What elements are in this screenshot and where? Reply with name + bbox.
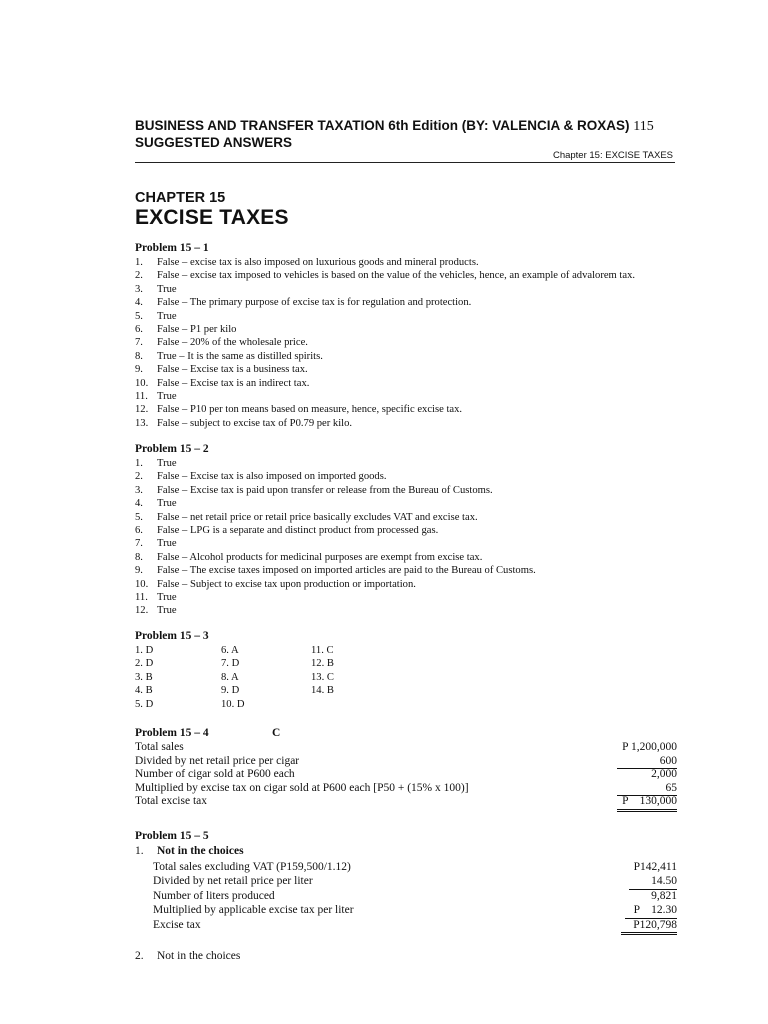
calc-amount: 600 bbox=[617, 755, 677, 770]
problem-2-title: Problem 15 – 2 bbox=[135, 443, 209, 455]
problem-4-title: Problem 15 – 4 bbox=[135, 727, 209, 739]
list-item: 10. False – Excise tax is an indirect tax. bbox=[135, 377, 310, 389]
calc-label: Total sales bbox=[135, 741, 184, 753]
item-number: 1. bbox=[135, 845, 144, 857]
list-item: 4. True bbox=[135, 498, 177, 510]
list-item: 13. C bbox=[311, 671, 334, 683]
list-item: 1. True bbox=[135, 458, 177, 469]
list-item: 3. True bbox=[135, 283, 177, 295]
list-item: 9. False – Excise tax is a business tax. bbox=[135, 364, 308, 376]
list-item: 9. False – The excise taxes imposed on imported articles are paid to the Bureau of Customs. bbox=[135, 565, 536, 577]
page-number: 115 bbox=[633, 119, 654, 134]
problem-5-item-1 bbox=[135, 845, 335, 859]
list-item: 7. True bbox=[135, 538, 177, 550]
item-label: Not in the choices bbox=[157, 950, 241, 962]
list-item: 1. False – excise tax is also imposed on luxurious goods and mineral products. bbox=[135, 257, 479, 268]
list-item: 2. False – Excise tax is also imposed on imported goods. bbox=[135, 471, 387, 483]
problem-3-title: Problem 15 – 3 bbox=[135, 630, 209, 642]
list-item: 10. D bbox=[221, 698, 245, 710]
list-item: 2. False – excise tax imposed to vehicles is based on the value of the vehicles, hence, an example of advalorem tax. bbox=[135, 270, 636, 282]
chapter-title: EXCISE TAXES bbox=[135, 206, 289, 229]
calc-amount: P 12.30 bbox=[625, 904, 677, 919]
list-item: 12. True bbox=[135, 605, 177, 617]
header-divider bbox=[135, 162, 675, 163]
list-item: 5. D bbox=[135, 698, 154, 710]
problem-5-computation bbox=[153, 861, 680, 937]
list-item: 4. False – The primary purpose of excise tax is for regulation and protection. bbox=[135, 297, 472, 309]
list-item: 10. False – Subject to excise tax upon production or importation. bbox=[135, 578, 416, 590]
calc-label: Divided by net retail price per cigar bbox=[135, 754, 300, 767]
list-item: 1. D bbox=[135, 645, 154, 656]
problem-5-title: Problem 15 – 5 bbox=[135, 830, 209, 842]
list-item: 8. A bbox=[221, 671, 239, 683]
document-header bbox=[135, 118, 654, 151]
calc-amount: 65 bbox=[617, 782, 677, 797]
calc-label: Multiplied by excise tax on cigar sold at P600 each [P50 + (15% x 100)] bbox=[135, 781, 469, 794]
calc-label: Number of cigar sold at P600 each bbox=[135, 768, 295, 781]
calc-label: Excise tax bbox=[153, 918, 201, 931]
list-item: 7. D bbox=[221, 658, 240, 670]
list-item: 3. False – Excise tax is paid upon transfer or release from the Bureau of Customs. bbox=[135, 484, 493, 496]
problem-1-title: Problem 15 – 1 bbox=[135, 242, 209, 254]
problem-3-column-3 bbox=[311, 644, 391, 714]
problem-2-list bbox=[135, 457, 695, 622]
list-item: 11. True bbox=[135, 391, 177, 402]
item-number: 2. bbox=[135, 950, 144, 962]
calc-amount: P142,411 bbox=[633, 861, 677, 873]
calc-label: Number of liters produced bbox=[153, 889, 275, 902]
list-item: 5. False – net retail price or retail price basically excludes VAT and excise tax. bbox=[135, 511, 478, 523]
list-item: 3. B bbox=[135, 671, 153, 683]
item-label: Not in the choices bbox=[157, 845, 244, 857]
problem-3-column-2 bbox=[221, 644, 301, 714]
calc-label: Multiplied by applicable excise tax per liter bbox=[153, 904, 354, 917]
list-item: 12. False – P10 per ton means based on measure, hence, specific excise tax. bbox=[135, 404, 463, 416]
calc-amount: 14.50 bbox=[629, 875, 677, 890]
problem-5-item-2 bbox=[135, 950, 335, 964]
header-subtitle: SUGGESTED ANSWERS bbox=[135, 135, 293, 150]
problem-1-list bbox=[135, 256, 695, 436]
list-item: 5. True bbox=[135, 310, 177, 322]
list-item: 6. False – LPG is a separate and distinct product from processed gas. bbox=[135, 525, 439, 536]
list-item: 8. True – It is the same as distilled spirits. bbox=[135, 350, 323, 362]
list-item: 6. A bbox=[221, 645, 239, 656]
list-item: 8. False – Alcohol products for medicinal purposes are exempt from excise tax. bbox=[135, 551, 483, 563]
list-item: 13. False – subject to excise tax of P0.79 per kilo. bbox=[135, 417, 353, 429]
chapter-number: CHAPTER 15 bbox=[135, 190, 226, 206]
calc-amount: P 130,000 bbox=[617, 795, 677, 812]
calc-label: Total excise tax bbox=[135, 795, 207, 808]
list-item: 6. False – P1 per kilo bbox=[135, 324, 237, 335]
book-title: BUSINESS AND TRANSFER TAXATION 6th Edition (BY: VALENCIA & ROXAS) bbox=[135, 118, 630, 133]
list-item: 7. False – 20% of the wholesale price. bbox=[135, 337, 308, 349]
calc-amount: P 1,200,000 bbox=[622, 741, 677, 753]
calc-label: Total sales excluding VAT (P159,500/1.12) bbox=[153, 861, 351, 873]
list-item: 11. True bbox=[135, 592, 177, 603]
problem-4-computation bbox=[135, 741, 680, 817]
calc-amount: 9,821 bbox=[651, 889, 677, 902]
list-item: 4. B bbox=[135, 685, 153, 697]
list-item: 11. C bbox=[311, 645, 334, 656]
list-item: 12. B bbox=[311, 658, 334, 670]
calc-amount: 2,000 bbox=[651, 768, 677, 781]
list-item: 9. D bbox=[221, 685, 240, 697]
list-item: 14. B bbox=[311, 685, 334, 697]
calc-label: Divided by net retail price per liter bbox=[153, 875, 313, 888]
calc-amount: P120,798 bbox=[621, 919, 677, 936]
chapter-reference: Chapter 15: EXCISE TAXES bbox=[552, 150, 673, 161]
list-item: 2. D bbox=[135, 658, 154, 670]
problem-4-answer: C bbox=[272, 727, 281, 739]
